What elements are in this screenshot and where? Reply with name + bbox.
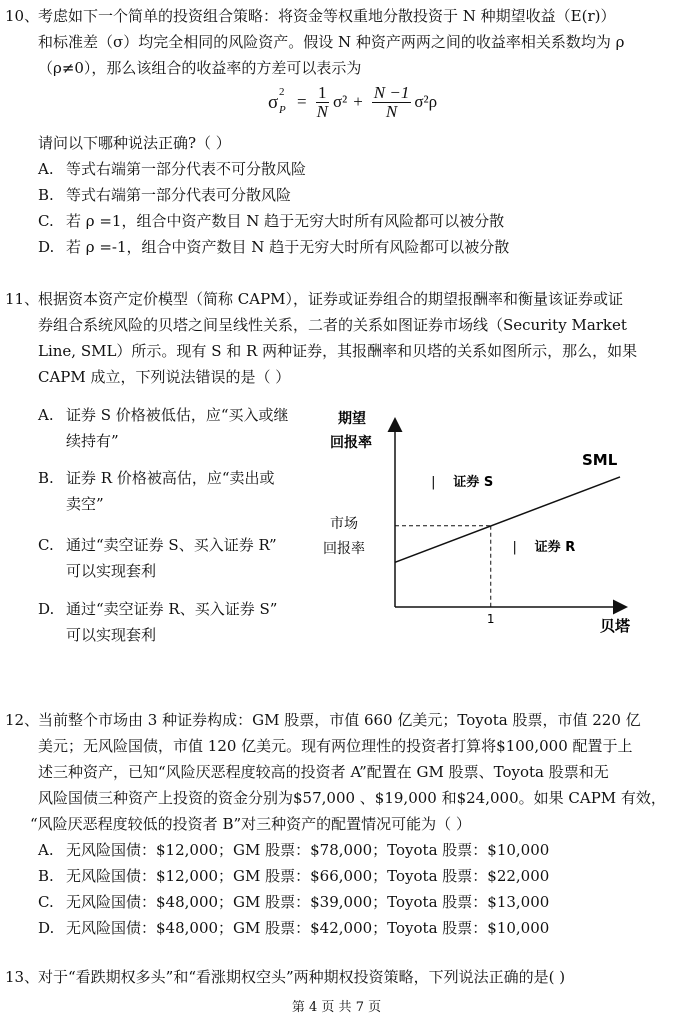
security-r-point xyxy=(512,539,575,555)
page-footer: 第 4 页 共 7 页 xyxy=(291,1000,382,1015)
q12-number: 12、 xyxy=(5,711,40,729)
security-s-point xyxy=(431,474,493,490)
q13-number: 13、 xyxy=(5,968,40,986)
option-text: 等式右端第一部分代表不可分散风险 xyxy=(66,160,307,178)
security-s-marker: | xyxy=(431,474,436,490)
q10-line-2: 和标准差（σ）均完全相同的风险资产。假设 N 种资产两两之间的收益率相关系数均为 ρ xyxy=(38,33,625,51)
q13-text: 对于“看跌期权多头”和“看涨期权空头”两种期权投资策略，下列说法正确的是( ) xyxy=(38,968,566,986)
q11-number: 11、 xyxy=(5,290,40,308)
option-text: 若 ρ =-1，组合中资产数目 N 趋于无穷大时所有风险都可以被分散 xyxy=(66,238,510,256)
q10-option-a[interactable] xyxy=(38,159,306,179)
option-letter: C. xyxy=(38,536,54,554)
formula-fraction-1 xyxy=(315,84,330,121)
sml-chart xyxy=(320,400,665,640)
security-s-label: 证券 S xyxy=(453,474,494,490)
option-letter: A. xyxy=(38,841,54,859)
q11-line-1: 根据资本资产定价模型（简称 CAPM），证券或证券组合的期望报酬率和衡量该证券或证 xyxy=(38,290,624,308)
q10-question: 请问以下哪种说法正确?（ ） xyxy=(38,134,231,152)
frac1-denominator: N xyxy=(316,101,328,121)
q12-line-3: 述三种资产，已知“风险厌恶程度较高的投资者 A”配置在 GM 股票、Toyota 股票和无 xyxy=(38,763,609,781)
option-letter: A. xyxy=(38,406,54,424)
formula-lhs: σ xyxy=(268,92,279,113)
formula-lhs-sup: 2 xyxy=(279,86,285,98)
formula-fraction-2 xyxy=(372,84,412,121)
q12-option-c[interactable] xyxy=(38,892,549,912)
option-letter: C. xyxy=(38,212,54,230)
option-text: 无风险国债：$48,000；GM 股票：$39,000；Toyota 股票：$13,000 xyxy=(66,893,550,911)
option-text: 无风险国债：$48,000；GM 股票：$42,000；Toyota 股票：$10,000 xyxy=(66,919,550,937)
option-text: 无风险国债：$12,000；GM 股票：$66,000；Toyota 股票：$22,000 xyxy=(66,867,550,885)
q11-option-a-cont: 续持有” xyxy=(66,432,119,450)
q10-option-d[interactable] xyxy=(38,237,509,257)
y-axis-label-line2: 回报率 xyxy=(330,435,372,451)
x-tick-label: 1 xyxy=(486,612,495,626)
q12-option-b[interactable] xyxy=(38,866,549,886)
option-text: 证券 S 价格被低估，应“买入或继 xyxy=(66,406,289,424)
q12-line-5: “风险厌恶程度较低的投资者 B”对三种资产的配置情况可能为（ ） xyxy=(30,815,471,833)
market-return-label-line1: 市场 xyxy=(330,516,358,532)
q10-line-3: （ρ≠0），那么该组合的收益率的方差可以表示为 xyxy=(38,59,362,77)
sml-label: SML xyxy=(582,450,618,469)
q11-option-d[interactable] xyxy=(38,599,277,619)
q11-option-d-cont: 可以实现套利 xyxy=(66,626,157,644)
option-letter: D. xyxy=(38,600,55,618)
q10-line-1: 考虑如下一个简单的投资组合策略：将资金等权重地分散投资于 N 种期望收益（E(r)） xyxy=(38,7,616,25)
formula-plus: + xyxy=(353,92,363,111)
q11-option-c[interactable] xyxy=(38,535,277,555)
q11-option-a[interactable] xyxy=(38,405,288,425)
x-axis-label: 贝塔 xyxy=(600,617,631,635)
formula-lhs-sub: P xyxy=(279,104,286,116)
q12-line-4: 风险国债三种资产上投资的资金分别为$57,000 、$19,000 和$24,000。如果 CAPM 有效， xyxy=(38,789,666,807)
formula-term-2: σ²ρ xyxy=(414,92,438,111)
q12-line-1: 当前整个市场由 3 种证券构成：GM 股票，市值 660 亿美元；Toyota 股票，市值 220 亿 xyxy=(38,711,641,729)
y-axis-label-line1: 期望 xyxy=(338,411,366,427)
q11-line-4: CAPM 成立，下列说法错误的是（ ） xyxy=(38,368,291,386)
formula-term-1: σ² xyxy=(332,92,348,111)
q11-line-2: 券组合系统风险的贝塔之间呈线性关系，二者的关系如图证券市场线（Security Market xyxy=(38,316,627,334)
security-r-marker: | xyxy=(512,540,517,556)
option-text: 通过“卖空证券 R、买入证券 S” xyxy=(66,600,278,618)
q12-option-a[interactable] xyxy=(38,840,549,860)
sml-line xyxy=(395,474,620,562)
option-text: 通过“卖空证券 S、买入证券 R” xyxy=(66,536,277,554)
q10-number: 10、 xyxy=(5,7,40,25)
frac2-denominator: N xyxy=(385,101,398,121)
option-text: 证券 R 价格被高估，应“卖出或 xyxy=(66,469,275,487)
variance-formula xyxy=(268,82,437,127)
option-letter: B. xyxy=(38,186,54,204)
q10-option-c[interactable] xyxy=(38,211,504,231)
q11-option-b-cont: 卖空” xyxy=(66,495,104,513)
option-text: 等式右端第一部分代表可分散风险 xyxy=(66,186,292,204)
option-letter: D. xyxy=(38,919,55,937)
option-text: 无风险国债：$12,000；GM 股票：$78,000；Toyota 股票：$10,000 xyxy=(66,841,550,859)
frac2-numerator: N −1 xyxy=(373,82,410,102)
option-letter: B. xyxy=(38,867,54,885)
market-return-label-line2: 回报率 xyxy=(323,541,365,557)
q12-line-2: 美元；无风险国债，市值 120 亿美元。现有两位理性的投资者打算将$100,000 配置于上 xyxy=(38,737,633,755)
formula-equals: = xyxy=(297,92,307,111)
option-letter: A. xyxy=(38,160,54,178)
security-r-label: 证券 R xyxy=(534,540,576,556)
option-text: 若 ρ =1，组合中资产数目 N 趋于无穷大时所有风险都可以被分散 xyxy=(66,212,505,230)
option-letter: C. xyxy=(38,893,54,911)
frac1-numerator: 1 xyxy=(318,82,327,102)
q11-line-3: Line, SML）所示。现有 S 和 R 两种证券，其报酬率和贝塔的关系如图所示，那么，如果 xyxy=(38,342,638,360)
option-letter: D. xyxy=(38,238,55,256)
option-letter: B. xyxy=(38,469,54,487)
q11-option-c-cont: 可以实现套利 xyxy=(66,562,157,580)
q12-option-d[interactable] xyxy=(38,918,549,938)
q10-option-b[interactable] xyxy=(38,185,291,205)
q11-option-b[interactable] xyxy=(38,468,275,488)
